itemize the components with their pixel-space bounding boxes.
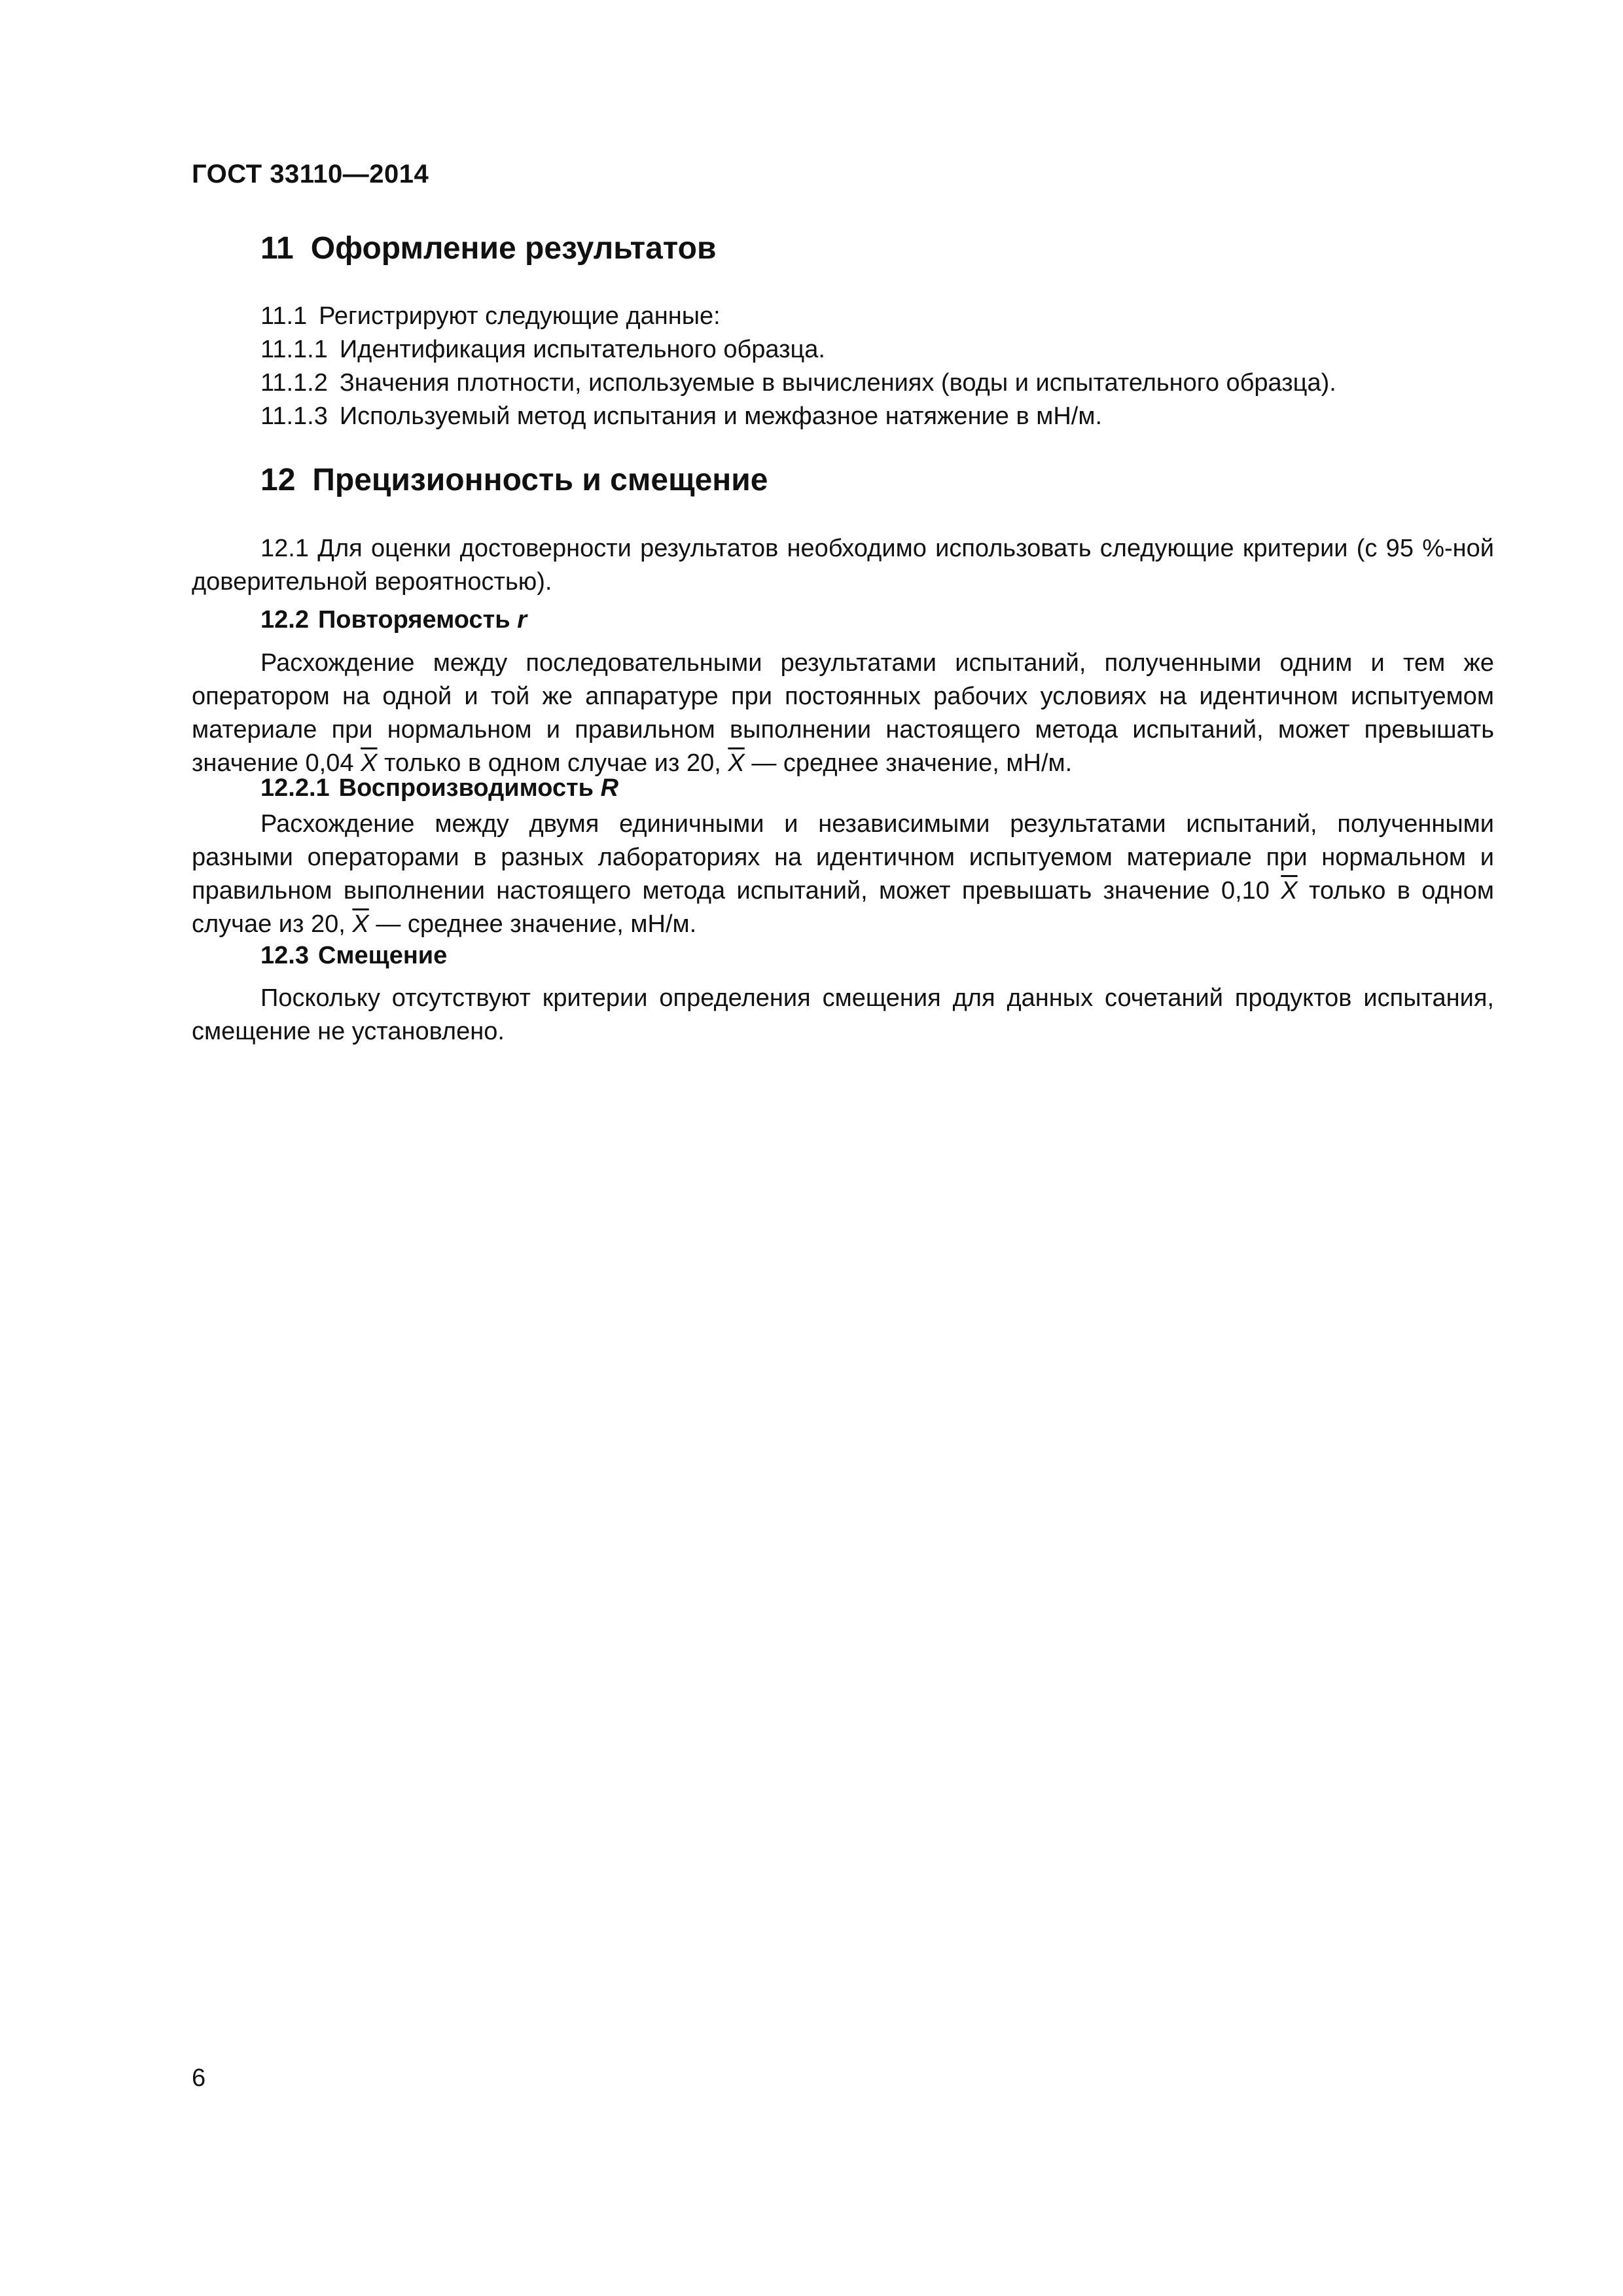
- item-11-1-2: [260, 369, 1336, 397]
- subsection-number: 12.2: [260, 606, 309, 634]
- page-number: 6: [192, 2064, 206, 2092]
- paragraph-12-1: [192, 532, 1494, 599]
- paragraph-12-2-1: [192, 808, 1494, 941]
- mean-symbol: $\overline{X}$: [361, 749, 378, 777]
- paragraph-number: 12.1: [260, 535, 309, 562]
- item-number: 11.1.2: [260, 369, 328, 397]
- section-title: Прецизионность и смещение: [312, 463, 768, 497]
- item-11-1-1: [260, 336, 825, 364]
- item-number: 11.1.3: [260, 403, 328, 430]
- item-text: Используемый метод испытания и межфазное натяжение в мН/м.: [339, 403, 1103, 430]
- subsection-number: 12.2.1: [260, 774, 330, 802]
- item-text: Значения плотности, используемые в вычислениях (воды и испытательного образца).: [339, 369, 1336, 397]
- subsection-12-2-heading: [260, 606, 527, 634]
- paragraph-text: Расхождение между двумя единичными и независимыми результатами испытаний, полученными разными операторами в разных лабораториях на идентичном испытуемом материале при нормальном и правильном выполнении настоящего метода испытаний, может превышать значение 0,10: [192, 810, 1494, 905]
- paragraph-text: Расхождение между последовательными результатами испытаний, полученными одним и тем же оператором на одной и той же аппаратуре при постоянных рабочих условиях на идентичном испытуемом материале при нормальном и правильном выполнении настоящего метода испытаний, может превышать значение 0,04: [192, 649, 1494, 777]
- subsection-title: Повторяемость: [317, 606, 510, 634]
- section-12-heading: [260, 462, 768, 498]
- repeatability-symbol: r: [517, 606, 527, 634]
- paragraph-text: только в одном случае из 20,: [192, 877, 1495, 938]
- subsection-12-2-1-heading: [260, 774, 618, 802]
- paragraph-text: — среднее значение, мН/м.: [751, 749, 1073, 777]
- section-number: 12: [260, 463, 296, 497]
- item-number: 11.1.1: [260, 336, 328, 363]
- subsection-title: Воспроизводимость: [338, 774, 594, 802]
- mean-symbol: $\overline{X}$: [728, 749, 745, 777]
- section-title: Оформление результатов: [310, 231, 717, 266]
- item-text: Идентификация испытательного образца.: [339, 336, 825, 363]
- item-11-1: [260, 302, 721, 331]
- section-11-heading: [260, 230, 716, 266]
- mean-symbol: $\overline{X}$: [352, 910, 369, 938]
- item-11-1-3: [260, 403, 1102, 431]
- subsection-title: Смещение: [317, 942, 448, 969]
- paragraph-text: Поскольку отсутствуют критерии определения смещения для данных сочетаний продуктов испытания, смещение не установлено.: [192, 984, 1494, 1045]
- subsection-number: 12.3: [260, 942, 309, 969]
- mean-symbol: $\overline{X}$: [1281, 877, 1298, 905]
- paragraph-text: только в одном случае из 20,: [384, 749, 721, 777]
- paragraph-text: — среднее значение, мН/м.: [376, 910, 697, 938]
- item-number: 11.1: [260, 302, 308, 330]
- paragraph-12-2: [192, 647, 1494, 780]
- item-text: Регистрируют следующие данные:: [319, 302, 721, 330]
- paragraph-text: Для оценки достоверности результатов необходимо использовать следующие критерии (с 95 %-ной доверительной вероятностью).: [192, 535, 1494, 596]
- reproducibility-symbol: R: [600, 774, 619, 802]
- paragraph-12-3: [192, 982, 1494, 1049]
- subsection-12-3-heading: [260, 942, 447, 970]
- standard-designation: ГОСТ 33110—2014: [192, 160, 429, 188]
- section-number: 11: [260, 231, 294, 266]
